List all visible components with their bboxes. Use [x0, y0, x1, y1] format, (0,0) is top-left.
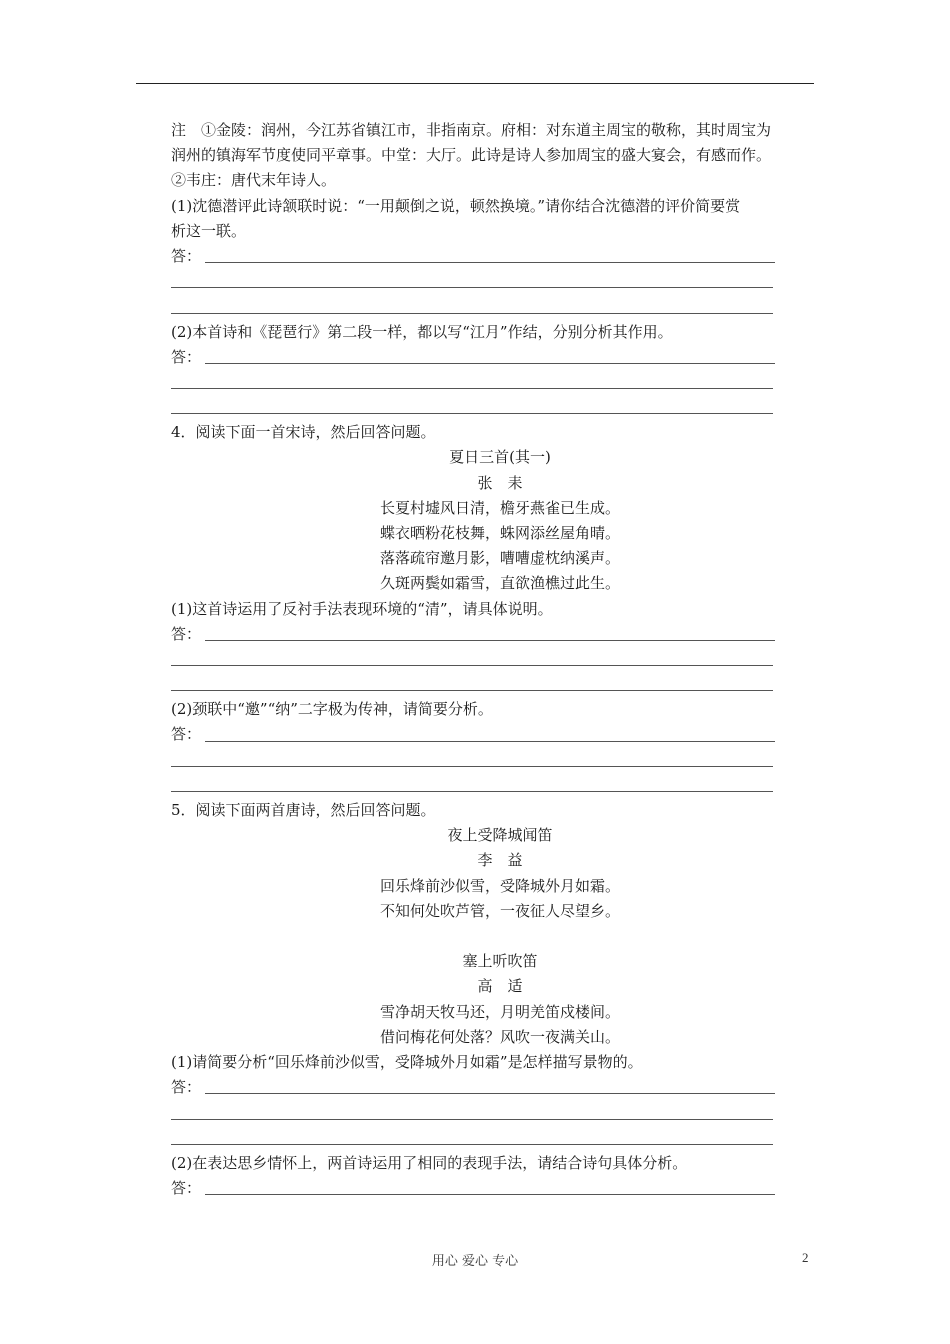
answer-line [205, 1194, 775, 1195]
q4-prompt: 4．阅读下面一首宋诗，然后回答问题。 [171, 423, 436, 442]
answer-field[interactable] [171, 1176, 811, 1201]
q5-poem1-title: 夜上受降城闻笛 [447, 826, 553, 845]
q3-sub2: (2)本首诗和《琵琶行》第二段一样，都以写“江月”作结，分别分析其作用。 [171, 322, 673, 341]
q3-sub1-line-2: 析这一联。 [171, 221, 247, 240]
q5-prompt: 5．阅读下面两首唐诗，然后回答问题。 [171, 801, 436, 820]
q5-poem1-line: 回乐烽前沙似雪，受降城外月如霜。 [379, 876, 620, 895]
answer-label: 答： [171, 347, 202, 366]
page-number: 2 [802, 1250, 809, 1265]
q4-sub2: (2)颈联中“邀”“纳”二字极为传神，请简要分析。 [171, 700, 493, 719]
q5-sub2: (2)在表达思乡情怀上，两首诗运用了相同的表现手法，请结合诗句具体分析。 [171, 1153, 688, 1172]
q5-poem2-line: 雪净胡天牧马还，月明羌笛戍楼间。 [379, 1002, 620, 1021]
note-line-3: ②韦庄：唐代末年诗人。 [171, 171, 337, 190]
q4-poem-title: 夏日三首(其一) [449, 448, 551, 467]
answer-field[interactable] [171, 345, 811, 370]
answer-label: 答： [171, 624, 202, 643]
document-body [171, 118, 811, 1201]
answer-blank-line[interactable] [171, 773, 811, 798]
answer-line [205, 741, 775, 742]
answer-label: 答： [171, 246, 202, 265]
q3-sub1-line-1: (1)沈德潜评此诗颔联时说：“一用颠倒之说，顿然换境。”请你结合沈德潜的评价简要赏 [171, 196, 741, 215]
q5-sub1: (1)请简要分析“回乐烽前沙似雪，受降城外月如霜”是怎样描写景物的。 [171, 1052, 643, 1071]
q4-poem-author: 张 耒 [477, 473, 523, 492]
answer-line [205, 363, 775, 364]
answer-blank-line[interactable] [171, 370, 811, 395]
answer-blank-line[interactable] [171, 1100, 811, 1125]
answer-blank-line[interactable] [171, 647, 811, 672]
q5-poem2-title: 塞上听吹笛 [462, 952, 538, 971]
q4-poem-line: 久斑两鬓如霜雪，直欲渔樵过此生。 [379, 574, 620, 593]
header-rule [136, 83, 814, 84]
answer-line [205, 262, 775, 263]
note-line-1: 注 ①金陵：润州，今江苏省镇江市，非指南京。府相：对东道主周宝的敬称，其时周宝为 [171, 121, 772, 139]
answer-line [205, 640, 775, 641]
note-line-2: 润州的镇海军节度使同平章事。中堂：大厅。此诗是诗人参加周宝的盛大宴会，有感而作。 [171, 146, 772, 165]
q5-poem1-line: 不知何处吹芦管，一夜征人尽望乡。 [379, 901, 620, 920]
answer-field[interactable] [171, 244, 811, 269]
q5-poem1-author: 李 益 [477, 851, 523, 870]
answer-field[interactable] [171, 1075, 811, 1100]
footer-text: 用心 爱心 专心 [431, 1254, 519, 1269]
spacer [171, 924, 811, 949]
q5-poem2-line: 借问梅花何处落？风吹一夜满关山。 [379, 1027, 620, 1046]
answer-field[interactable] [171, 723, 811, 748]
answer-line [205, 1093, 775, 1094]
answer-blank-line[interactable] [171, 395, 811, 420]
answer-label: 答： [171, 1078, 202, 1097]
answer-blank-line[interactable] [171, 269, 811, 294]
answer-blank-line[interactable] [171, 672, 811, 697]
answer-label: 答： [171, 725, 202, 744]
answer-field[interactable] [171, 622, 811, 647]
q5-poem2-author: 高 适 [477, 977, 523, 996]
answer-label: 答： [171, 1178, 202, 1197]
q4-poem-line: 落落疏帘邀月影，嘈嘈虚枕纳溪声。 [379, 549, 620, 568]
answer-blank-line[interactable] [171, 748, 811, 773]
q4-sub1: (1)这首诗运用了反衬手法表现环境的“清”，请具体说明。 [171, 599, 553, 618]
q4-poem-line: 蝶衣晒粉花枝舞，蛛网添丝屋角晴。 [379, 524, 620, 542]
q4-poem-line: 长夏村墟风日清，檐牙燕雀已生成。 [379, 498, 620, 517]
answer-blank-line[interactable] [171, 1126, 811, 1151]
answer-blank-line[interactable] [171, 294, 811, 319]
